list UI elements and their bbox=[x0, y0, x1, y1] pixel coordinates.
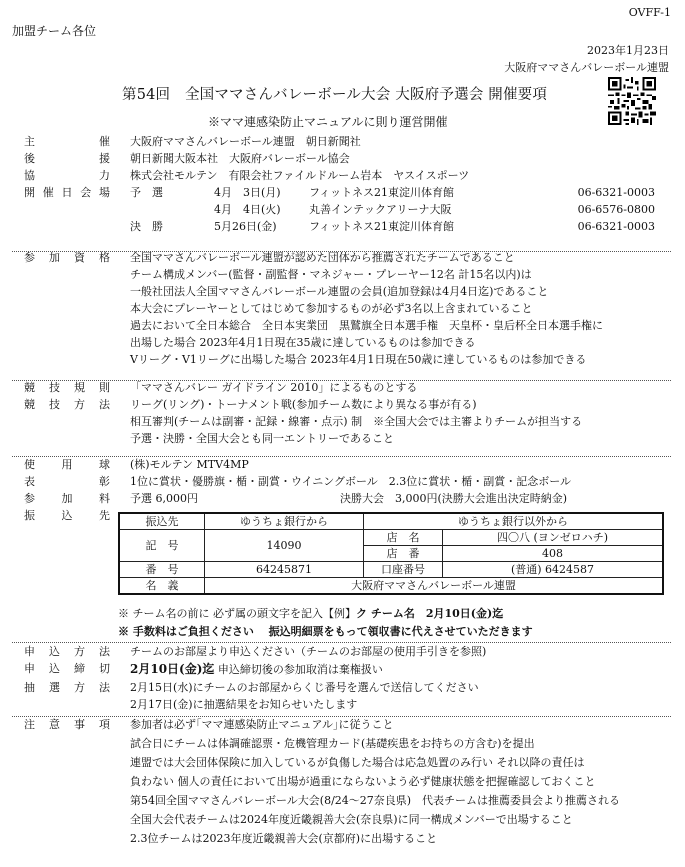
divider bbox=[12, 716, 671, 717]
eligibility-line: 全国ママさんバレーボール連盟が認めた団体から推薦されたチームであること bbox=[130, 251, 515, 264]
issue-date: 2023年1月23日 bbox=[587, 44, 669, 57]
account-value: (普通) 6424587 bbox=[443, 562, 664, 578]
fee-label: 参 加 料 bbox=[24, 492, 110, 505]
application-section bbox=[12, 645, 671, 715]
transfer-note-2: ※ 手数料はご負担ください 振込明細票をもって領収書に代えさせていただきます bbox=[118, 625, 533, 638]
table-row bbox=[119, 562, 663, 578]
eligibility-section bbox=[12, 251, 671, 370]
award-value: 1位に賞状・優勝旗・楯・副賞・ウイニングボール 2.3位に賞状・楯・副賞・記念ボール bbox=[130, 475, 572, 488]
schedule-venue: 丸善インテックアリーナ大阪 bbox=[309, 203, 452, 216]
method-label: 競 技 方 法 bbox=[24, 398, 110, 411]
notes-line: 試合日にチームは体調確認票・危機管理カード(基礎疾患をお持ちの方含む)を提出 bbox=[130, 737, 535, 750]
rules-value: 「ママさんバレー ガイドライン 2010」によるものとする bbox=[130, 381, 418, 394]
sponsor-row bbox=[12, 135, 671, 152]
eligibility-line: 出場した場合 2023年4月1日現在35歳に達しているものは参加できる bbox=[130, 336, 476, 349]
competition-section bbox=[12, 381, 671, 449]
branch-no-label: 店 番 bbox=[364, 546, 443, 562]
cooperation-label: 協 力 bbox=[24, 169, 110, 182]
support-row bbox=[12, 152, 671, 169]
document-id: OVFF-1 bbox=[628, 6, 671, 19]
cooperation-value: 株式会社モルテン 有限会社ファイルドルーム岩本 ヤスイスポーツ bbox=[130, 169, 470, 182]
support-label: 後 援 bbox=[24, 152, 110, 165]
bango-value: 64245871 bbox=[205, 562, 364, 578]
holder-label: 名 義 bbox=[119, 578, 205, 595]
apply-method-value: チームのお部屋より申込ください（チームのお部屋の使用手引きを参照) bbox=[130, 645, 487, 658]
schedule-date: 4月 4日(火) bbox=[214, 203, 281, 216]
method-line: 相互審判(チームは副審・記録・線審・点示) 制 ※全国大会では主審よりチームが担当する bbox=[130, 415, 583, 428]
venue-label: 開 催 日 会 場 bbox=[24, 186, 110, 199]
schedule-tel: 06-6576-0800 bbox=[577, 203, 655, 216]
ball-value: (株)モルテン MTV4MP bbox=[130, 458, 249, 471]
eligibility-line: チーム構成メンバー(監督・副監督・マネジャー・プレーヤー12名 計15名以内)は bbox=[130, 268, 532, 281]
table-row bbox=[119, 513, 663, 530]
page-title: 第54回 全国ママさんバレーボール大会 大阪府予選会 開催要項 bbox=[122, 87, 548, 103]
schedule-date: 4月 3日(月) bbox=[214, 186, 281, 199]
schedule-stage: 予 選 bbox=[130, 186, 163, 199]
qr-code-icon[interactable] bbox=[608, 77, 656, 125]
fee-final: 決勝大会 3,000円(決勝大会進出決定時納金) bbox=[340, 492, 568, 505]
lottery-line: 2月15日(水)にチームのお部屋からくじ番号を選んで送信してください bbox=[130, 681, 479, 694]
bank-header-other: ゆうちょ銀行以外から bbox=[364, 513, 664, 530]
kigo-label: 記 号 bbox=[119, 530, 205, 562]
divider bbox=[12, 456, 671, 457]
eligibility-line: 一般社団法人全国ママさんバレーボール連盟の会員(追加登録は4月4日迄)であること bbox=[130, 285, 549, 298]
notes-line: 参加者は必ず｢ママ連感染防止マニュアル｣に従うこと bbox=[130, 718, 394, 731]
table-row bbox=[119, 578, 663, 595]
eligibility-line: Vリーグ・V1リーグに出場した場合 2023年4月1日現在50歳に達しているものは参加できる bbox=[130, 353, 587, 366]
notes-line: 2.3位チームは2023年度近畿親善大会(京都府)に出場すること bbox=[130, 832, 438, 845]
bango-label: 番 号 bbox=[119, 562, 205, 578]
subtitle-notice: ※ママ連感染防止マニュアルに則り運営開催 bbox=[208, 115, 448, 129]
branch-name-value: 四〇八 (ヨンゼロハチ) bbox=[443, 530, 664, 546]
sponsor-label: 主 催 bbox=[24, 135, 110, 148]
support-value: 朝日新聞大阪本社 大阪府バレーボール協会 bbox=[130, 152, 350, 165]
schedule-tel: 06-6321-0003 bbox=[577, 220, 655, 233]
fee-prelim: 予選 6,000円 bbox=[130, 492, 198, 505]
schedule-row bbox=[12, 203, 671, 220]
schedule-tel: 06-6321-0003 bbox=[577, 186, 655, 199]
schedule-row bbox=[12, 220, 671, 237]
schedule-venue: フィットネス21東淀川体育館 bbox=[309, 186, 455, 199]
rules-label: 競 技 規 則 bbox=[24, 381, 110, 394]
eligibility-line: 本大会にプレーヤーとしてはじめて参加するものが必ず3名以上含まれていること bbox=[130, 302, 533, 315]
schedule-date: 5月26日(金) bbox=[214, 220, 277, 233]
notes-line: 連盟では大会団体保険に加入しているが負傷した場合は応急処置のみ行い それ以降の責任は bbox=[130, 756, 585, 769]
method-line: 予選・決勝・全国大会とも同一エントリーであること bbox=[130, 432, 394, 445]
notes-label: 注 意 事 項 bbox=[24, 718, 110, 731]
bank-header-yucho: ゆうちょ銀行から bbox=[205, 513, 364, 530]
eligibility-line: 過去において全日本総合 全日本実業団 黒鷲旗全日本選手権 天皇杯・皇后杯全日本選手権に bbox=[130, 319, 603, 332]
holder-value: 大阪府ママさんバレーボール連盟 bbox=[205, 578, 664, 595]
transfer-label: 振 込 先 bbox=[24, 509, 110, 522]
transfer-note-deadline: ク チーム名 2月10日(金)迄 bbox=[356, 607, 504, 620]
bank-transfer-table bbox=[118, 512, 664, 595]
deadline-date: 2月10日(金)迄 bbox=[130, 662, 215, 676]
lottery-line: 2月17日(金)に抽選結果をお知らせいたします bbox=[130, 698, 358, 711]
sender: 大阪府ママさんバレーボール連盟 bbox=[504, 61, 669, 74]
award-label: 表 彰 bbox=[24, 475, 110, 488]
apply-deadline-label: 申 込 締 切 bbox=[24, 662, 110, 675]
addressee: 加盟チーム各位 bbox=[12, 24, 97, 38]
account-label: 口座番号 bbox=[364, 562, 443, 578]
transfer-note-1 bbox=[118, 607, 503, 621]
kigo-value: 14090 bbox=[205, 530, 364, 562]
bank-header-label: 振込先 bbox=[119, 513, 205, 530]
branch-no-value: 408 bbox=[443, 546, 664, 562]
notes-section bbox=[12, 718, 671, 851]
transfer-note-prefix: ※ チーム名の前に 必ず属の頭文字を記入【例】 bbox=[118, 607, 356, 620]
lottery-label: 抽 選 方 法 bbox=[24, 681, 110, 694]
table-row bbox=[119, 530, 663, 546]
apply-method-label: 申 込 方 法 bbox=[24, 645, 110, 658]
schedule-venue: フィットネス21東淀川体育館 bbox=[309, 220, 455, 233]
notes-line: 第54回全国ママさんバレーボール大会(8/24～27奈良県) 代表チームは推薦委員会より推薦される bbox=[130, 794, 621, 807]
divider bbox=[12, 642, 671, 643]
main-body bbox=[12, 135, 671, 237]
deadline-note: 申込締切後の参加取消は棄権扱い bbox=[217, 663, 383, 676]
notes-line: 全国大会代表チームは2024年度近畿親善大会(奈良県)に同一構成メンバーで出場すること bbox=[130, 813, 573, 826]
schedule-row bbox=[12, 186, 671, 203]
sponsor-value: 大阪府ママさんバレーボール連盟 朝日新聞社 bbox=[130, 135, 361, 148]
method-line: リーグ(リング)・トーナメント戦(参加チーム数により異なる事が有る) bbox=[130, 398, 477, 411]
apply-deadline-value bbox=[130, 662, 383, 677]
eligibility-label: 参 加 資 格 bbox=[24, 251, 110, 264]
branch-name-label: 店 名 bbox=[364, 530, 443, 546]
notes-line: 負わない 個人の責任において出場が過重にならないよう必ず健康状態を把握確認しておくこと bbox=[130, 775, 596, 788]
cooperation-row bbox=[12, 169, 671, 186]
ball-label: 使 用 球 bbox=[24, 458, 110, 471]
schedule-stage: 決 勝 bbox=[130, 220, 163, 233]
